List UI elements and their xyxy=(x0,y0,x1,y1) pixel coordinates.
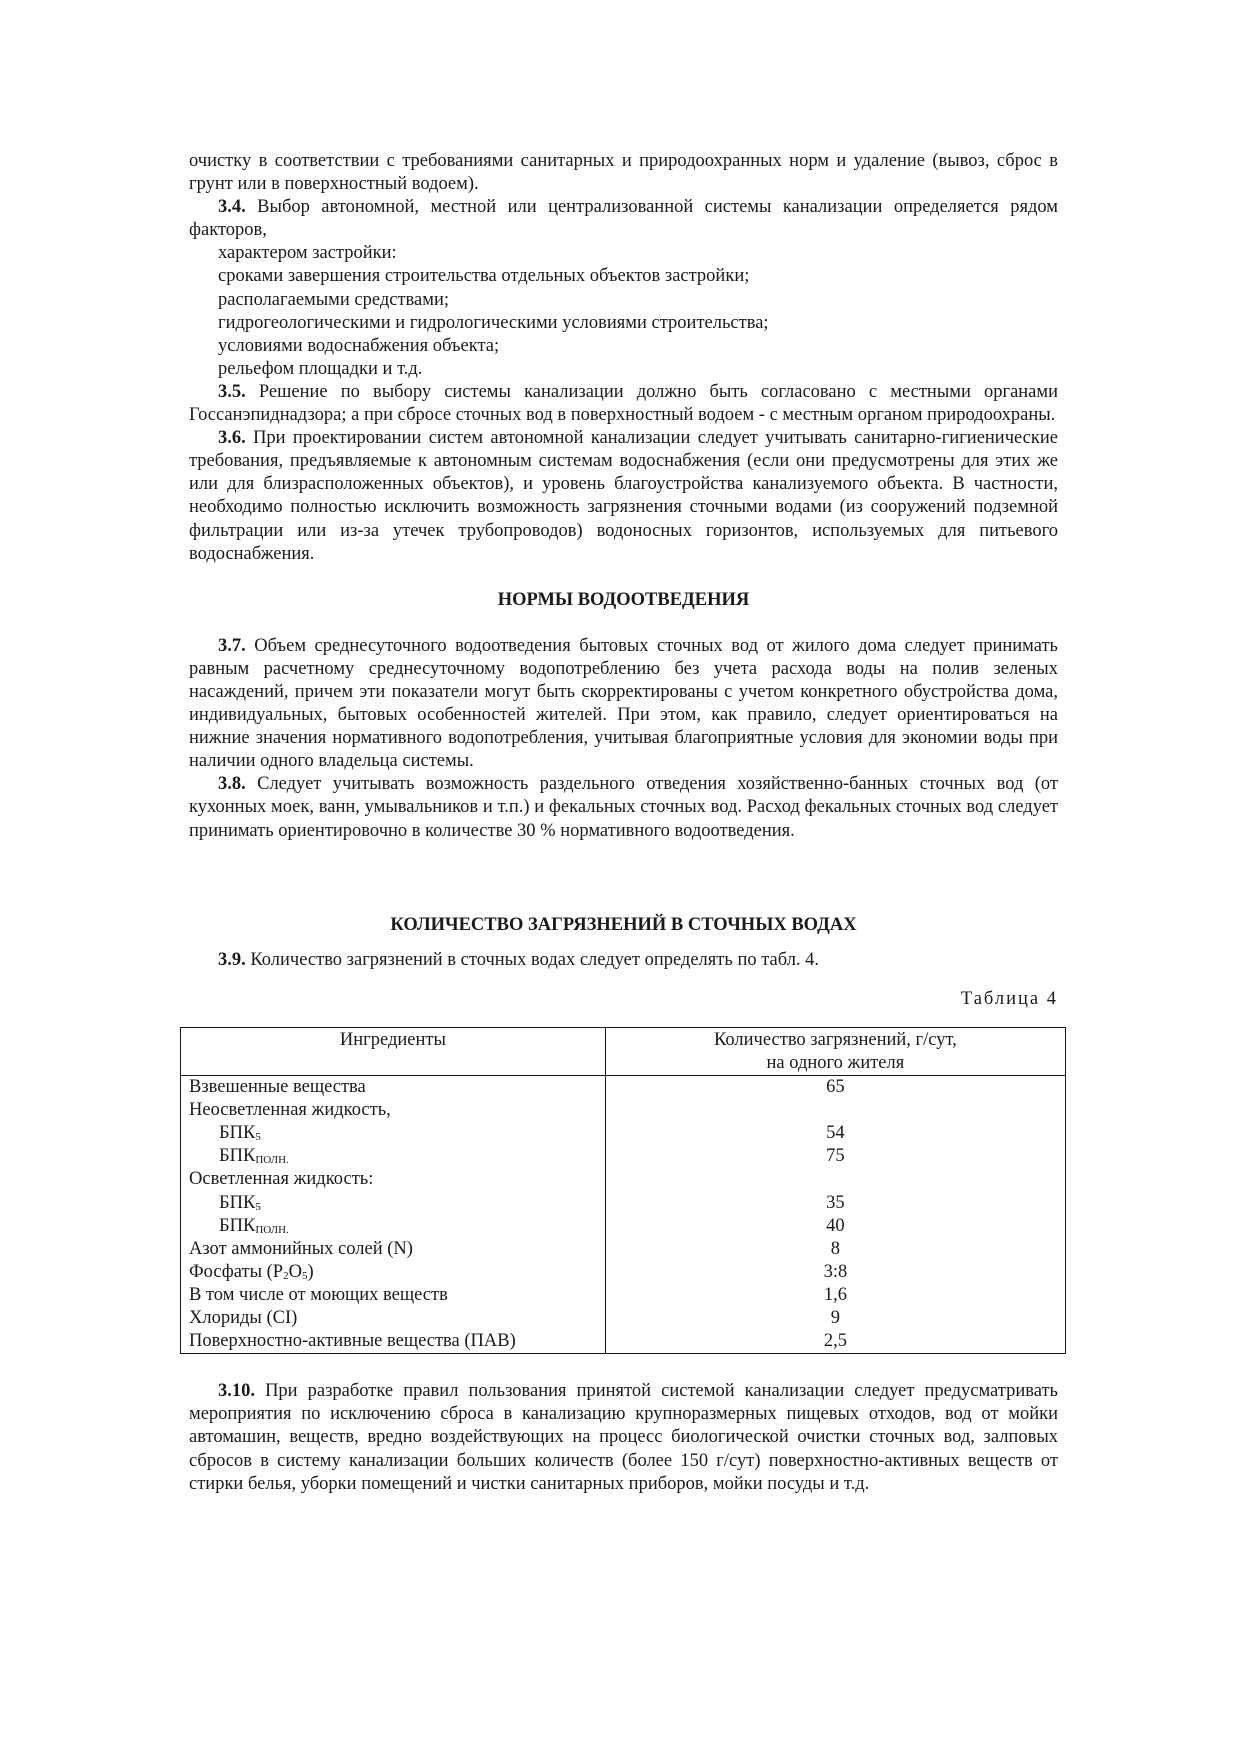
value-cell: 35 xyxy=(605,1192,1065,1215)
pollutants-table xyxy=(180,1027,1066,1354)
ingredient-label: ) xyxy=(307,1261,314,1282)
ingredient-subscript: 5 xyxy=(301,1269,308,1282)
table-row xyxy=(181,1145,1066,1168)
ingredient-cell: Хлориды (CI) xyxy=(181,1307,606,1330)
clause-text: Решение по выбору системы канализации должно быть согласовано с местными органами Госсанэпиднадзора; а при сбросе сточных вод в поверхностный водоем - с местным органом природоохраны. xyxy=(189,381,1058,426)
table-row xyxy=(181,1330,1066,1354)
ingredient-subscript: ПОЛН. xyxy=(255,1154,289,1167)
factor-item: рельефом площадки и т.д. xyxy=(218,358,423,379)
factor-item: характером застройки: xyxy=(218,243,397,264)
value-cell: 2,5 xyxy=(605,1330,1065,1354)
ingredient-cell xyxy=(181,1122,606,1145)
paragraph-3-4 xyxy=(189,196,1058,242)
ingredient-cell xyxy=(181,1192,606,1215)
ingredient-cell xyxy=(181,1215,606,1238)
paragraph-3-10 xyxy=(189,1380,1058,1495)
clause-number: 3.6. xyxy=(218,428,246,449)
paragraph-3-9 xyxy=(189,949,1058,972)
factor-item: располагаемыми средствами; xyxy=(218,289,449,310)
table-row xyxy=(181,1168,1066,1191)
value-cell: 40 xyxy=(605,1215,1065,1238)
value-cell: 54 xyxy=(605,1122,1065,1145)
clause-number: 3.8. xyxy=(218,774,246,795)
value-cell xyxy=(605,1168,1065,1191)
table-row xyxy=(181,1307,1066,1330)
ingredient-cell: Осветленная жидкость: xyxy=(181,1168,606,1191)
value-cell: 65 xyxy=(605,1076,1065,1100)
value-cell: 8 xyxy=(605,1238,1065,1261)
ingredient-label: O xyxy=(288,1261,302,1282)
clause-text: Количество загрязнений в сточных водах следует определять по табл. 4. xyxy=(245,949,820,970)
document-page xyxy=(189,150,1058,1496)
ingredient-label: БПК xyxy=(219,1215,256,1236)
ingredient-cell: Неосветленная жидкость, xyxy=(181,1099,606,1122)
ingredient-subscript: 5 xyxy=(255,1200,261,1213)
factor-item: гидрогеологическими и гидрологическими условиями строительства; xyxy=(218,312,769,333)
ingredient-cell xyxy=(181,1145,606,1168)
table-row xyxy=(181,1284,1066,1307)
value-cell: 1,6 xyxy=(605,1284,1065,1307)
table-row xyxy=(181,1261,1066,1284)
clause-number: 3.10. xyxy=(218,1381,255,1402)
value-cell: 75 xyxy=(605,1145,1065,1168)
clause-text: Объем среднесуточного водоотведения бытовых сточных вод от жилого дома следует принимать равным расчетному среднесуточному водопотреблению без учета расхода воды на полив зеленых насаждений, причем эти показатели могут быть скорректированы с учетом конкретного обустройства дома, индивидуальных, бытовых особенностей жителей. При этом, как правило, следует ориентироваться на нижние значения нормативного водопотребления, учитывая благоприятные условия для экономии воды при наличии одного владельца системы. xyxy=(189,635,1058,772)
table-row xyxy=(181,1122,1066,1145)
paragraph-3-6 xyxy=(189,427,1058,566)
value-cell: 3:8 xyxy=(605,1261,1065,1284)
value-cell: 9 xyxy=(605,1307,1065,1330)
clause-number: 3.5. xyxy=(218,381,246,402)
ingredient-label: Фосфаты (P xyxy=(189,1261,284,1282)
factor-item: условиями водоснабжения объекта; xyxy=(218,335,500,356)
paragraph-3-8 xyxy=(189,773,1058,842)
clause-text: Выбор автономной, местной или централизованной системы канализации определяется рядом факторов, xyxy=(189,197,1058,241)
ingredient-subscript: 2 xyxy=(283,1269,289,1282)
ingredient-cell: Взвешенные вещества xyxy=(181,1076,606,1100)
section-heading-norms: НОРМЫ ВОДООТВЕДЕНИЯ xyxy=(497,589,750,610)
paragraph-continuation: очистку в соответствии с требованиями санитарных и природоохранных норм и удаление (вывоз, сброс в грунт или в поверхностный водоем). xyxy=(189,151,1058,195)
clause-text: При разработке правил пользования принятой системой канализации следует предусматривать мероприятия по исключению сброса в канализацию крупноразмерных пищевых отходов, вод от мойки автомашин, веществ, вредно воздействующих на процесс биологической очистки сточных вод, залповых сбросов в систему канализации больших количеств (более 150 г/сут) поверхностно-активных веществ от стирки белья, уборки помещений и чистки санитарных приборов, мойки посуды и т.д. xyxy=(189,1381,1058,1494)
table-header-row xyxy=(181,1027,1066,1075)
ingredient-cell: В том числе от моющих веществ xyxy=(181,1284,606,1307)
ingredient-label: БПК xyxy=(219,1192,256,1213)
paragraph-3-7 xyxy=(189,635,1058,774)
ingredient-label: БПК xyxy=(219,1146,256,1167)
table-row xyxy=(181,1099,1066,1122)
clause-number: 3.9. xyxy=(218,949,246,970)
value-cell xyxy=(605,1099,1065,1122)
ingredient-cell: Поверхностно-активные вещества (ПАВ) xyxy=(181,1330,606,1354)
ingredient-cell xyxy=(181,1261,606,1284)
ingredient-label: БПК xyxy=(219,1123,256,1144)
factor-item: сроками завершения строительства отдельных объектов застройки; xyxy=(218,266,750,287)
header-line: на одного жителя xyxy=(766,1053,905,1073)
paragraph-3-5 xyxy=(189,381,1058,427)
clause-text: Следует учитывать возможность раздельного отведения хозяйственно-банных сточных вод (от кухонных моек, ванн, умывальников и т.п.) и фекальных сточных вод. Расход фекальных сточных вод следует принимать ориентировочно в количестве 30 % нормативного водоотведения. xyxy=(189,774,1058,841)
ingredient-subscript: 5 xyxy=(255,1131,261,1144)
clause-number: 3.7. xyxy=(218,635,246,656)
section-heading-pollutants: КОЛИЧЕСТВО ЗАГРЯЗНЕНИЙ В СТОЧНЫХ ВОДАХ xyxy=(390,914,857,935)
ingredient-cell: Азот аммонийных солей (N) xyxy=(181,1238,606,1261)
table-row xyxy=(181,1238,1066,1261)
table-row xyxy=(181,1192,1066,1215)
ingredient-subscript: ПОЛН. xyxy=(255,1223,289,1236)
table-row xyxy=(181,1076,1066,1100)
header-line: Количество загрязнений, г/сут, xyxy=(713,1029,957,1050)
clause-text: При проектировании систем автономной канализации следует учитывать санитарно-гигиенические требования, предъявляемые к автономным системам водоснабжения (если они предусмотрены для этих же или для близрасположенных объектов), и уровень благоустройства канализуемого объекта. В частности, необходимо полностью исключить возможность загрязнения сточными водами (из сооружений подземной фильтрации или из-за утечек трубопроводов) водоносных горизонтов, используемых для питьевого водоснабжения. xyxy=(189,428,1058,564)
column-header-ingredients: Ингредиенты xyxy=(181,1027,606,1075)
clause-number: 3.4. xyxy=(218,197,246,218)
table-row xyxy=(181,1215,1066,1238)
table-caption: Таблица 4 xyxy=(960,988,1058,1009)
column-header-quantity xyxy=(605,1027,1065,1075)
